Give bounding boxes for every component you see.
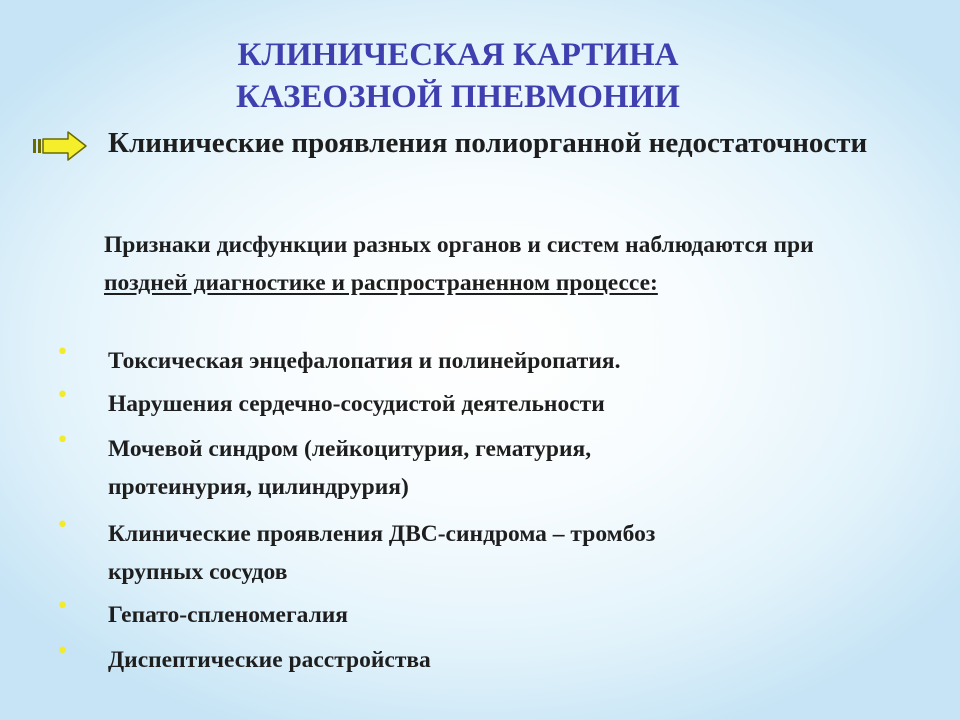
title-line-1: КЛИНИЧЕСКАЯ КАРТИНА <box>237 37 679 73</box>
bullet-dot: • <box>56 340 69 365</box>
bullet-dot: • <box>56 428 69 453</box>
list-item-text: Мочевой синдром (лейкоцитурия, гематурия, протеинурия, цилиндрурия) <box>108 436 592 500</box>
intro-underlined-text: поздней диагностике и распространенном процессе: <box>104 270 658 296</box>
list-item-text: Токсическая энцефалопатия и полинейропатия. <box>108 348 621 374</box>
list-item-text: Клинические проявления ДВС-синдрома – тромбоз крупных сосудов <box>108 521 656 585</box>
title-line-2: КАЗЕОЗНОЙ ПНЕВМОНИИ <box>236 79 680 115</box>
bullet-dot: • <box>56 594 69 619</box>
intro-plain-text: Признаки дисфункции разных органов и систем наблюдаются при <box>104 232 814 258</box>
bullet-dot: • <box>56 383 69 408</box>
list-item-text: Диспептические расстройства <box>108 647 431 673</box>
subtitle: Клинические проявления полиорганной недостаточности <box>108 127 868 159</box>
bullet-dot: • <box>56 639 69 664</box>
list-item-text: Нарушения сердечно-сосудистой деятельности <box>108 391 605 417</box>
list-item-text: Гепато-спленомегалия <box>108 602 349 628</box>
bullet-dot: • <box>56 513 69 538</box>
